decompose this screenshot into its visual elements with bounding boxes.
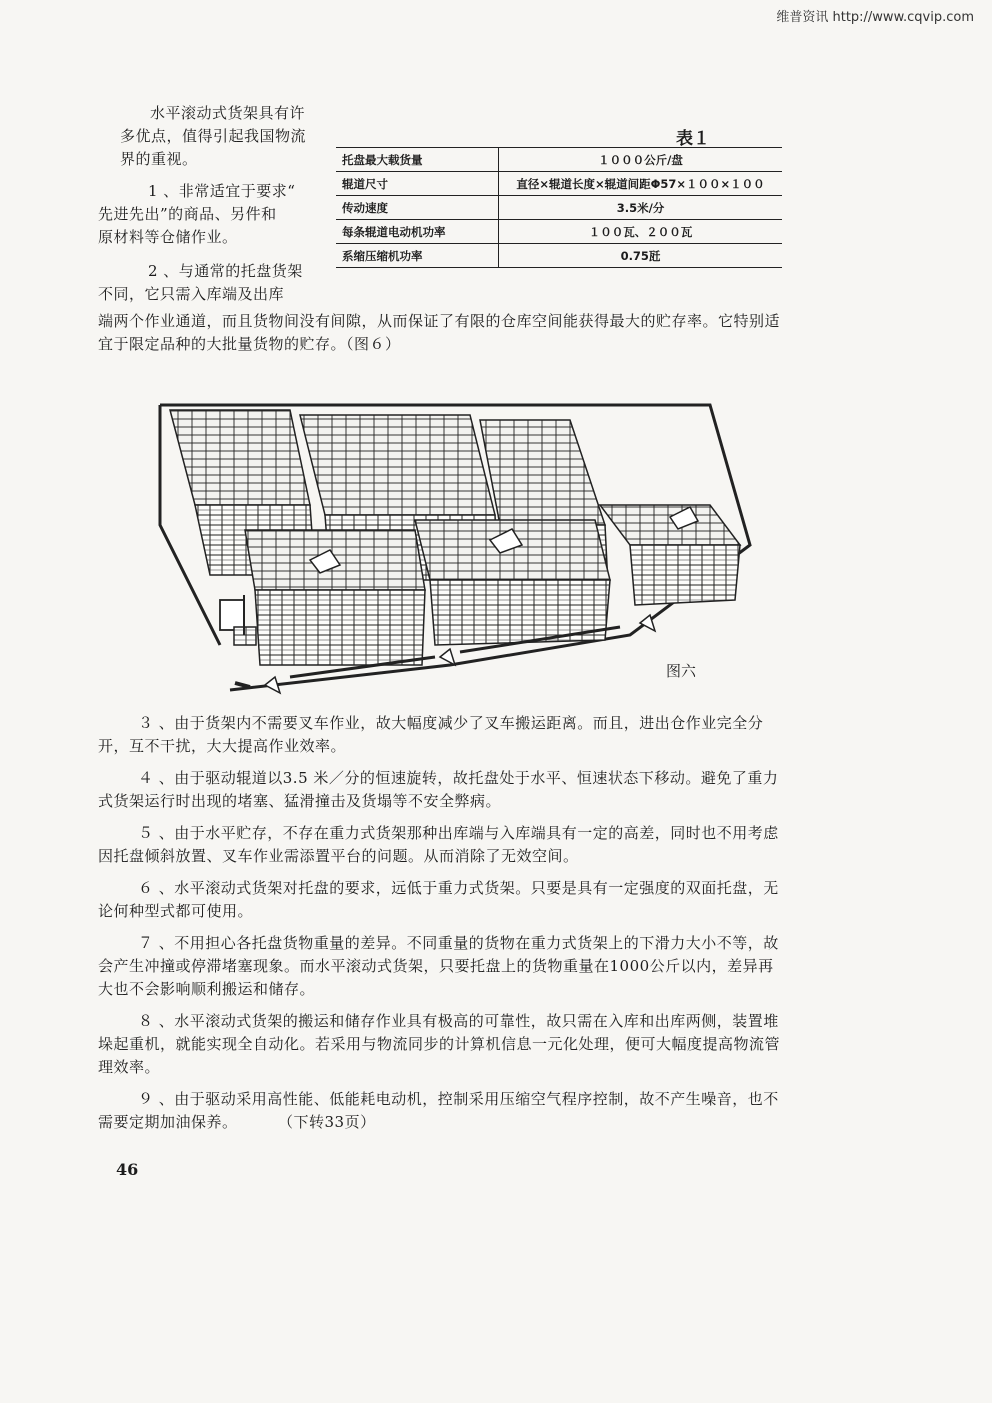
table-row xyxy=(336,148,782,172)
continued-note: （下转33页） xyxy=(285,1113,376,1131)
page-number: 46 xyxy=(116,1160,139,1179)
table-title: 表１ xyxy=(676,129,710,149)
table-cell-label: 传动速度 xyxy=(336,196,499,220)
point-2-line-1: 2 、与通常的托盘货架 xyxy=(148,262,303,280)
point-2-paragraph xyxy=(98,260,334,306)
point-1-line-1: 1 、非常适宜于要求“ xyxy=(148,182,296,200)
table-cell-label: 托盘最大载货量 xyxy=(336,148,499,172)
point-1-line-2: 先进先出”的商品、另件和 xyxy=(98,205,277,223)
point-5-paragraph: ５ 、由于水平贮存，不存在重力式货架那种出库端与入库端具有一定的高差，同时也不用考虑因托盘倾斜放置、叉车作业需添置平台的问题。从而消除了无效空间。 xyxy=(98,824,779,865)
source-watermark: 维普资讯 http://www.cqvip.com xyxy=(776,10,974,25)
intro-line-3: 界的重视。 xyxy=(120,150,198,168)
table-row xyxy=(336,244,782,268)
table-cell-label: 系缩压缩机功率 xyxy=(336,244,499,268)
spec-table xyxy=(336,147,782,268)
table-cell-value: １００瓦、２００瓦 xyxy=(499,220,783,244)
table-cell-value: １０００公斤/盘 xyxy=(499,148,783,172)
point-9-text: ９ 、由于驱动采用高性能、低能耗电动机，控制采用压缩空气程序控制，故不产生噪音，也不需要定期加油保养。 xyxy=(98,1090,779,1131)
table-row xyxy=(336,196,782,220)
table-row xyxy=(336,220,782,244)
point-1-line-3: 原材料等仓储作业。 xyxy=(98,228,238,246)
point-7-paragraph: ７ 、不用担心各托盘货物重量的差异。不同重量的货物在重力式货架上的下滑力大小不等，故会产生冲撞或停滞堵塞现象。而水平滚动式货架，只要托盘上的货物重量在1000公斤以内，差异再大也不会影响顺利搬运和储存。 xyxy=(98,934,779,998)
point-9-paragraph xyxy=(98,1088,788,1134)
table-cell-label: 每条辊道电动机功率 xyxy=(336,220,499,244)
point-4-paragraph: ４ 、由于驱动辊道以3.5 米／分的恒速旋转，故托盘处于水平、恒速状态下移动。避免了重力式货架运行时出现的堵塞、猛滑撞击及货塌等不安全弊病。 xyxy=(98,769,779,810)
intro-line-1: 水平滚动式货架具有许 xyxy=(150,104,306,122)
point-8-paragraph: ８ 、水平滚动式货架的搬运和储存作业具有极高的可靠性，故只需在入库和出库两侧，装置堆垛起重机，就能实现全自动化。若采用与物流同步的计算机信息一元化处理，便可大幅度提高物流管理效率。 xyxy=(98,1012,781,1076)
intro-paragraph xyxy=(120,102,335,171)
table-cell-value: 0.75瓩 xyxy=(499,244,783,268)
table-cell-value: 3.5米/分 xyxy=(499,196,783,220)
warehouse-rack-illustration xyxy=(150,395,760,695)
intro-line-2: 多优点，值得引起我国物流 xyxy=(120,127,307,145)
figure-caption: 图六 xyxy=(666,662,697,680)
point-2-continuation: 端两个作业通道，而且货物间没有间隙，从而保证了有限的仓库空间能获得最大的贮存率。它特别适宜于限定品种的大批量货物的贮存。（图６） xyxy=(98,312,781,353)
table-cell-label: 辊道尺寸 xyxy=(336,172,499,196)
table-row xyxy=(336,172,782,196)
point-3-paragraph: ３ 、由于货架内不需要叉车作业，故大幅度减少了叉车搬运距离。而且，进出仓作业完全分开，互不干扰，大大提高作业效率。 xyxy=(98,714,764,755)
table-cell-value: 直径×辊道长度×辊道间距Φ57×１００×１００ xyxy=(499,172,783,196)
point-2-line-2: 不同，它只需入库端及出库 xyxy=(98,285,285,303)
point-6-paragraph: ６ 、水平滚动式货架对托盘的要求，远低于重力式货架。只要是具有一定强度的双面托盘，无论何种型式都可使用。 xyxy=(98,879,779,920)
point-1-paragraph xyxy=(98,180,334,249)
